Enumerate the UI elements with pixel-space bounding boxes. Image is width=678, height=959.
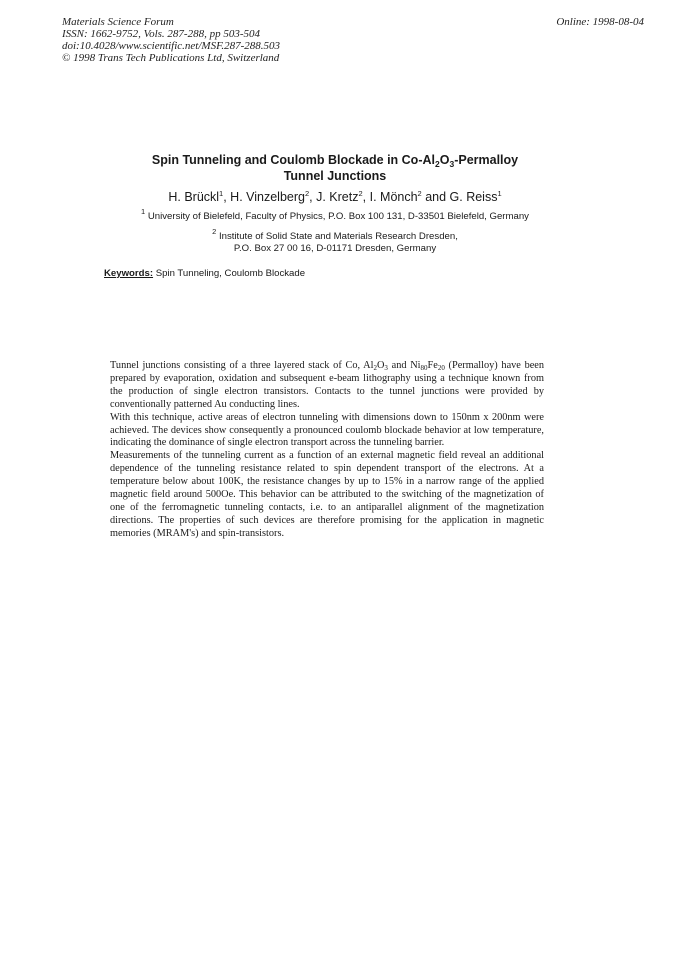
author-affiliation-mark: 1 (497, 189, 502, 198)
keywords-label: Keywords: (104, 268, 154, 279)
abstract-subscript: 20 (437, 364, 445, 372)
abstract-subscript: 2 (373, 364, 377, 372)
abstract-paragraph-1 (110, 360, 544, 412)
author-list (90, 190, 580, 205)
author-affiliation-mark: 2 (304, 189, 310, 198)
author-affiliation-mark: 2 (358, 189, 363, 198)
abstract-text: Fe (427, 360, 438, 371)
affiliation-text: Institute of Solid State and Materials Research Dresden, (216, 231, 458, 242)
title-subscript: 3 (449, 159, 455, 169)
title-subscript: 2 (434, 159, 440, 169)
author-affiliation-mark: 2 (417, 189, 422, 198)
issn-line: ISSN: 1662-9752, Vols. 287-288, pp 503-504 (62, 28, 260, 40)
author-conjunction: and (421, 190, 450, 204)
author-name: J. Kretz (316, 190, 359, 204)
affiliation-1 (70, 207, 600, 223)
abstract-paragraph-2: With this technique, active areas of electron tunneling with dimensions down to 150nm x 200nm were achieved. The devices show consequently a pronounced coulomb blockade behavior at low temperature, indicating the dominance of single electron transport across the tunneling barrier. (110, 411, 544, 449)
title-line-2: Tunnel Junctions (283, 169, 387, 183)
paper-title (90, 152, 580, 184)
author-name: I. Mönch (369, 190, 418, 204)
doi-line[interactable]: doi:10.4028/www.scientific.net/MSF.287-288.503 (62, 40, 281, 52)
title-text: O (439, 153, 450, 167)
title-text: Spin Tunneling and Coulomb Blockade in Co-Al (151, 153, 435, 167)
title-line-1 (90, 152, 580, 168)
keywords-text: Spin Tunneling, Coulomb Blockade (153, 268, 306, 279)
abstract (110, 360, 544, 541)
online-date: Online: 1998-08-04 (556, 16, 644, 28)
affiliation-number: 2 (212, 227, 217, 236)
affiliation-number: 1 (141, 207, 146, 216)
copyright-line: © 1998 Trans Tech Publications Ltd, Switzerland (62, 52, 280, 64)
author-affiliation-mark: 1 (219, 189, 224, 198)
affiliation-line: P.O. Box 27 00 16, D-01171 Dresden, Germany (233, 243, 437, 254)
affiliation-2 (70, 227, 600, 255)
abstract-paragraph-3: Measurements of the tunneling current as a function of an external magnetic field reveal an additional dependence of the tunneling resistance related to spin dependent transport of the electrons. At a temperature below about 100K, the resistance changes by up to 15% in a narrow range of the applied magnetic field around 500Oe. This behavior can be attributed to the switching of the magnetization of one of the ferromagnetic tunneling contacts, i.e. to an antiparallel alignment of the magnetization directions. The properties of such devices are therefore promising for the application in magnetic memories (MRAM's) and spin-transistors. (110, 450, 544, 539)
author-separator: , (309, 190, 317, 204)
author-name: H. Vinzelberg (230, 190, 305, 204)
journal-name: Materials Science Forum (62, 16, 174, 28)
title-text: -Permalloy (454, 153, 519, 167)
author-separator: , (223, 190, 231, 204)
abstract-text: O (376, 360, 385, 371)
author-name: H. Brückl (168, 190, 220, 204)
header-metadata (62, 16, 280, 64)
abstract-subscript: 80 (420, 364, 428, 372)
abstract-text: Tunnel junctions consisting of a three layered stack of Co, Al (110, 360, 374, 371)
affiliation-line (70, 227, 600, 243)
abstract-subscript: 3 (384, 364, 388, 372)
abstract-text: and Ni (387, 360, 421, 371)
abstract-text: (Permalloy) have been prepared by evaporation, oxidation and subsequent e-beam lithography using a technique known from the production of single electron transistors. Contacts to the tunnel junctions were provided by conventionally patterned Au conducting lines. (110, 360, 545, 410)
affiliation-text: University of Bielefeld, Faculty of Physics, P.O. Box 100 131, D-33501 Bielefeld, Germany (145, 211, 529, 222)
keywords (104, 268, 305, 280)
author-name: G. Reiss (449, 190, 498, 204)
author-separator: , (362, 190, 370, 204)
